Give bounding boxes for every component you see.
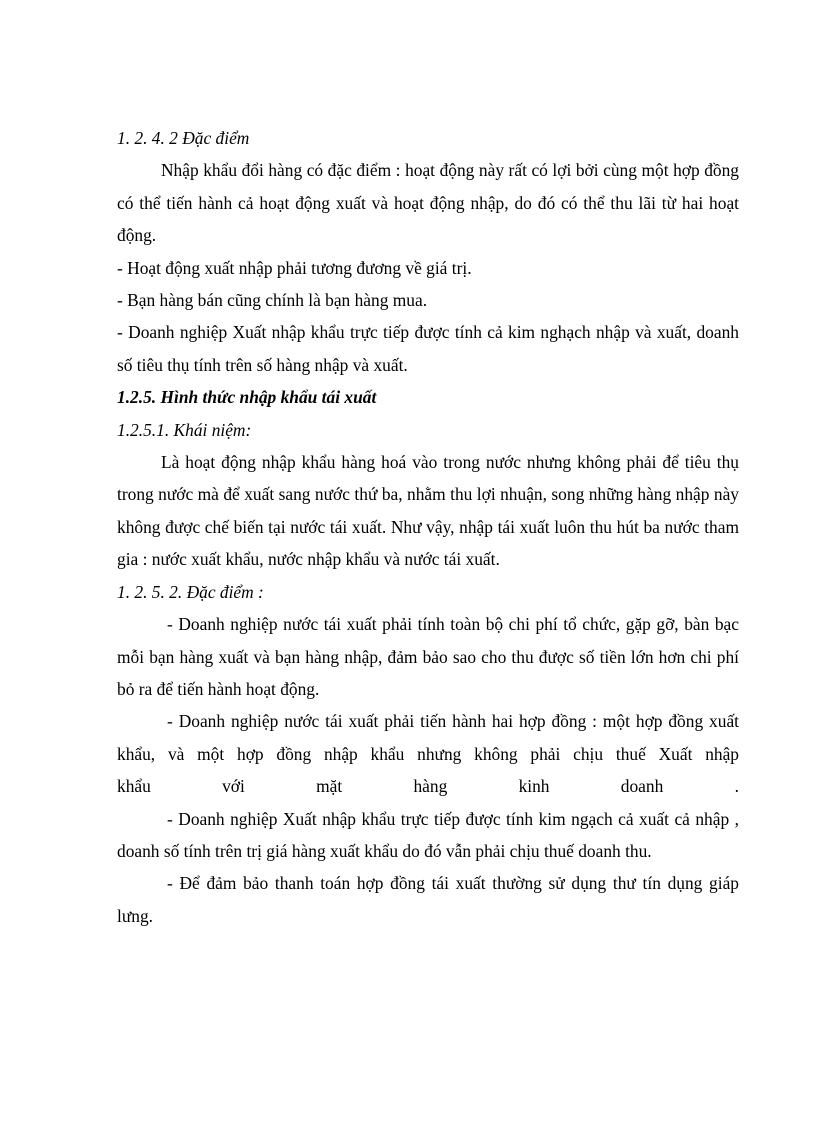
section-heading-1-2-4-2: 1. 2. 4. 2 Đặc điểm xyxy=(117,128,250,148)
paragraph-khai-niem: Là hoạt động nhập khẩu hàng hoá vào trong nước nhưng không phải để tiêu thụ trong nước mà để xuất sang nước thứ ba, nhằm thu lợi nhuận, song những hàng nhập này không được chế biến tại nước tái xuất. Như vậy, nhập tái xuất luôn thu hút ba nước tham gia : nước xuất khẩu, nước nhập khẩu và nước tái xuất. xyxy=(117,452,739,570)
word: kinh xyxy=(518,776,550,797)
point-item: - Doanh nghiệp nước tái xuất phải tính toàn bộ chi phí tổ chức, gặp gỡ, bàn bạc mỗi bạn hàng xuất và bạn hàng nhập, đảm bảo sao cho thu được số tiền lớn hơn chi phí bỏ ra để tiến hành hoạt động. xyxy=(117,614,739,699)
paragraph-nhap-khau-doi-hang: Nhập khẩu đổi hàng có đặc điểm : hoạt động này rất có lợi bởi cùng một hợp đồng có thể tiến hành cả hoạt động xuất và hoạt động nhập, do đó có thể thu lãi từ hai hoạt động. xyxy=(117,160,739,246)
word: mặt xyxy=(316,776,343,797)
bullet-item: - Hoạt động xuất nhập phải tương đương về giá trị. xyxy=(117,257,472,278)
word: doanh xyxy=(620,776,664,797)
point-item: - Doanh nghiệp nước tái xuất phải tiến hành hai hợp đồng : một hợp đồng xuất khẩu, và một hợp đồng nhập khẩu nhưng không phải chịu thuế Xuất nhập xyxy=(117,711,739,764)
point-item-last-line xyxy=(117,770,739,802)
section-heading-1-2-5: 1.2.5. Hình thức nhập khẩu tái xuất xyxy=(117,387,377,408)
word: hàng xyxy=(413,776,448,797)
document-page xyxy=(117,122,739,932)
point-item: - Doanh nghiệp Xuất nhập khẩu trực tiếp được tính kim ngạch cả xuất cả nhập , doanh số tính trên trị giá hàng xuất khẩu do đó vẫn phải chịu thuế doanh thu. xyxy=(117,808,739,861)
subsection-heading-1-2-5-1: 1.2.5.1. Khái niệm: xyxy=(117,419,252,440)
word: với xyxy=(222,776,245,797)
word: . xyxy=(734,776,739,797)
bullet-item: - Doanh nghiệp Xuất nhập khẩu trực tiếp được tính cả kim nghạch nhập và xuất, doanh số tiêu thụ tính trên số hàng nhập và xuất. xyxy=(117,322,739,375)
word: khẩu xyxy=(117,776,151,797)
subsection-heading-1-2-5-2: 1. 2. 5. 2. Đặc điểm : xyxy=(117,581,264,602)
point-item: - Để đảm bảo thanh toán hợp đồng tái xuất thường sử dụng thư tín dụng giáp lưng. xyxy=(117,873,739,926)
bullet-item: - Bạn hàng bán cũng chính là bạn hàng mua. xyxy=(117,290,428,311)
